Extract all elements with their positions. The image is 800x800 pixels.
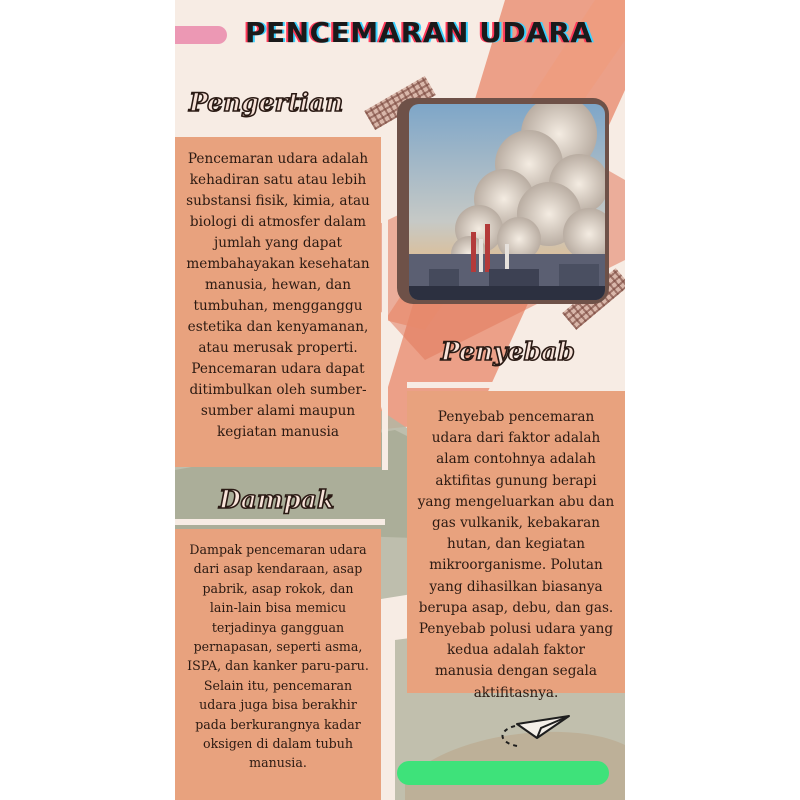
dampak-card <box>175 529 381 800</box>
pengertian-heading: Pengertian <box>189 88 344 117</box>
pink-pill-decoration <box>175 26 227 44</box>
infographic-poster <box>175 0 625 800</box>
green-highlight-mark <box>397 761 609 785</box>
factory-smoke-illustration <box>409 104 605 300</box>
pengertian-text: Pencemaran udara adalah kehadiran satu atau lebih substansi fisik, kimia, atau biologi di atmosfer dalam jumlah yang dapat membahayakan kesehatan manusia, hewan, dan tumbuhan, mengganggu estetika dan kenyamanan, atau merusak properti. Pencemaran udara dapat ditimbulkan oleh sumber-sumber alami maupun kegiatan manusia <box>186 151 370 440</box>
penyebab-heading: Penyebab <box>441 337 575 366</box>
pengertian-card <box>175 137 381 467</box>
penyebab-card <box>407 391 625 701</box>
paper-plane-icon <box>497 702 577 752</box>
page-title: PENCEMARAN UDARA <box>245 16 593 49</box>
factory-smoke-photo <box>409 104 605 300</box>
dampak-heading: Dampak <box>219 485 335 514</box>
dampak-text: Dampak pencemaran udara dari asap kendaraan, asap pabrik, asap rokok, dan lain-lain bisa memicu terjadinya gangguan pernapasan, seperti asma, ISPA, dan kanker paru-paru. Selain itu, pencemaran udara juga bisa berakhir pada berkurangnya kadar oksigen di dalam tubuh manusia. <box>187 542 369 771</box>
penyebab-text: Penyebab pencemaran udara dari faktor adalah alam contohnya adalah aktifitas gunung berapi yang mengeluarkan abu dan gas vulkanik, kebakaran hutan, dan kegiatan mikroorganisme. Polutan yang dihasilkan biasanya berupa asap, debu, dan gas. Penyebab polusi udara yang kedua adalah faktor manusia dengan segala aktifitasnya. <box>417 409 615 701</box>
